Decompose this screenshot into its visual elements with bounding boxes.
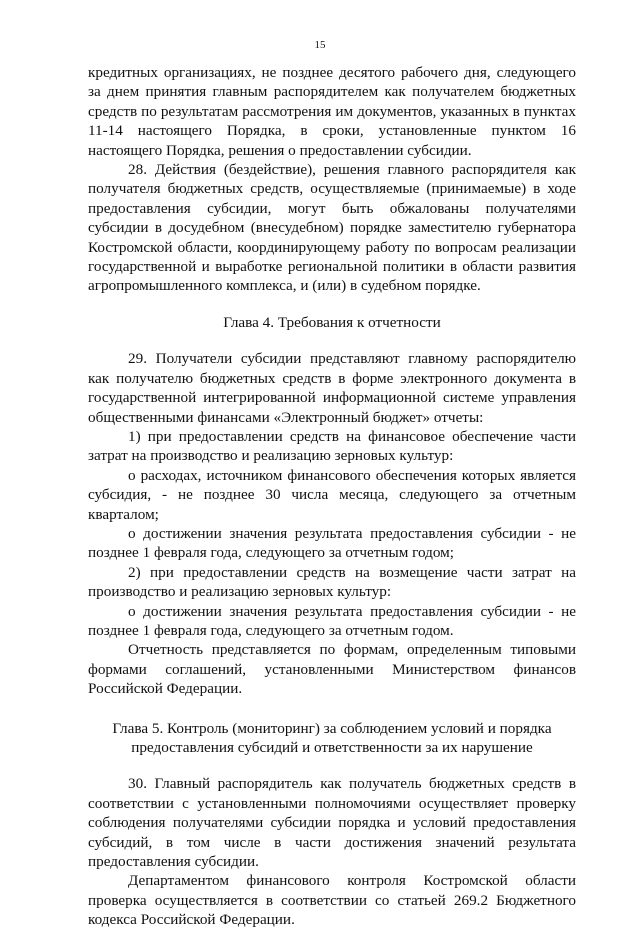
chapter-5-heading-line-1: Глава 5. Контроль (мониторинг) за соблюдением условий и порядка [112,719,552,737]
chapter-4-heading: Глава 4. Требования к отчетности [223,313,441,331]
paragraph-continuation: кредитных организациях, не позднее десятого рабочего дня, следующего за днем принятия главным распорядителем как получателем бюджетных средств по результатам рассмотрения им документов, указанных в пунктах 11-14 настоящего Порядка, в сроки, установленные пунктом 16 настоящего Порядка, решения о предоставлении субсидии. [88,64,576,159]
paragraph-29-item-1: 1) при предоставлении средств на финансовое обеспечение части затрат на производство и реализацию зерновых культур: [88,427,576,465]
spacer [88,757,576,774]
document-body [88,63,576,930]
page-number: 15 [314,39,326,51]
paragraph-28: 28. Действия (бездействие), решения главного распорядителя как получателя бюджетных средств, осуществляемые (принимаемые) в ходе предоставления субсидии, могут быть обжалованы получателями субсидии в досудебном (внесудебном) порядке заместителю губернатора Костромской области, координирующему работу по вопросам реализации государственной и выработке региональной политики в области развития агропромышленного комплекса, и (или) в судебном порядке. [88,161,576,295]
paragraph-29-forms: Отчетность представляется по формам, определенным типовыми формами соглашений, установленными Министерством финансов Российской Федерации. [88,641,576,698]
paragraph-30-department: Департаментом финансового контроля Костромской области проверка осуществляется в соответствии со статьей 269.2 Бюджетного кодекса Российской Федерации. [88,872,576,929]
paragraph-29-item-1-a: о расходах, источником финансового обеспечения которых является субсидия, - не позднее 30 числа месяца, следующего за отчетным кварталом; [88,466,576,523]
spacer [88,332,576,349]
paragraph-29-item-2: 2) при предоставлении средств на возмещение части затрат на производство и реализацию зерновых культур: [88,563,576,601]
spacer [88,296,576,313]
spacer [88,699,576,719]
paragraph-29: 29. Получатели субсидии представляют главному распорядителю как получателю бюджетных средств в форме электронного документа в государственной интегрированной информационной системе управления общественными финансами «Электронный бюджет» отчеты: [88,350,576,426]
paragraph-29-item-1-b: о достижении значения результата предоставления субсидии - не позднее 1 февраля года, следующего за отчетным годом; [88,524,576,562]
paragraph-30: 30. Главный распорядитель как получатель бюджетных средств в соответствии с установленными полномочиями осуществляет проверку соблюдения получателями субсидии порядка и условий предоставления субсидий, в том числе в части достижения значений результата предоставления субсидии. [88,775,576,871]
paragraph-29-item-2-a: о достижении значения результата предоставления субсидии - не позднее 1 февраля года, следующего за отчетным годом. [88,602,576,639]
chapter-5-heading-line-2: предоставления субсидий и ответственности за их нарушение [131,739,533,756]
